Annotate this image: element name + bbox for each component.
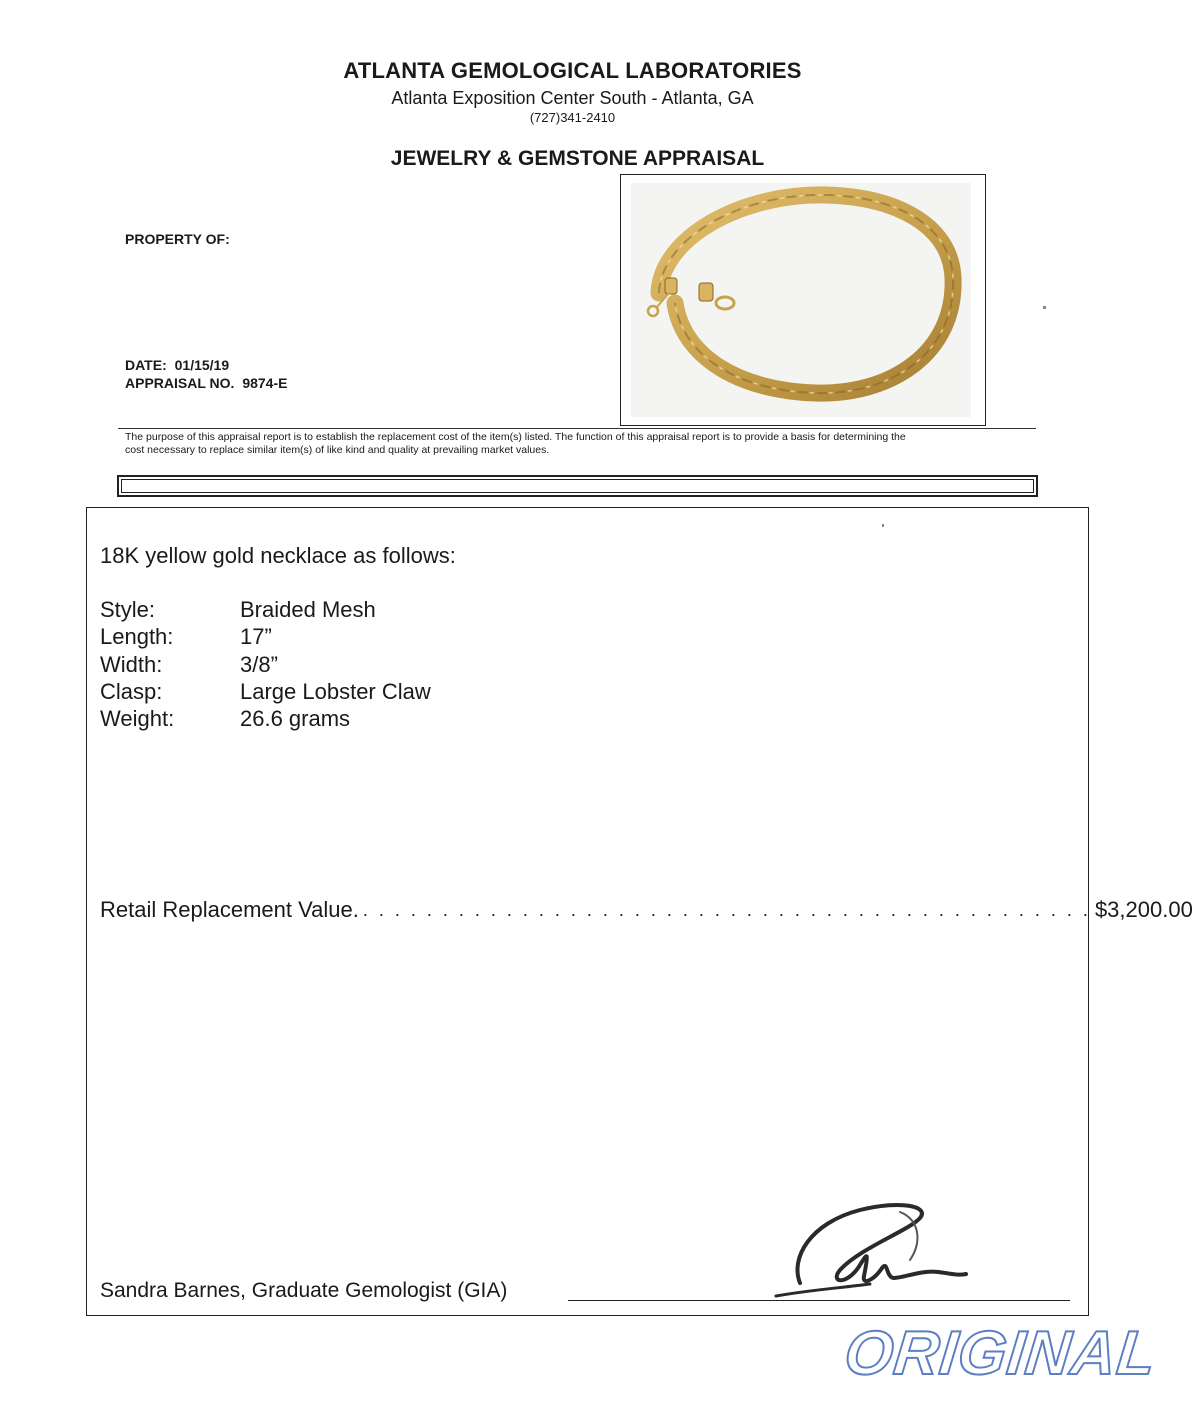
scan-speck (1043, 306, 1046, 309)
purpose-divider (118, 428, 1036, 429)
separator-bar-inner (121, 479, 1034, 493)
leader-dots: . . . . . . . . . . . . . . . . . . . . . . . . . . . . . . . . . . . . . . . . . . . . . . (362, 900, 1091, 920)
necklace-photo (631, 183, 971, 417)
braided-necklace-icon (631, 183, 971, 417)
spec-key: Style: (100, 597, 156, 622)
date-label: DATE: (125, 357, 167, 373)
item-photo-frame (620, 174, 986, 426)
appraisal-number-value: 9874-E (242, 375, 288, 391)
document-title: JEWELRY & GEMSTONE APPRAISAL (390, 147, 765, 170)
spec-value: Braided Mesh (240, 597, 376, 622)
purpose-line-2: cost necessary to replace similar item(s) of like kind and quality at prevailing market values. (125, 444, 550, 456)
spec-value: 3/8” (240, 652, 278, 677)
spec-key: Length: (100, 624, 174, 649)
handwritten-signature (770, 1198, 970, 1308)
lab-address: Atlanta Exposition Center South - Atlanta, GA (391, 88, 754, 108)
original-stamp: ORIGINAL (841, 1319, 1160, 1388)
date-field (125, 357, 229, 373)
spec-key: Weight: (100, 706, 175, 731)
purpose-line-1: The purpose of this appraisal report is to establish the replacement cost of the item(s) listed. The function of this appraisal report is to provide a basis for determining the (125, 431, 906, 443)
spec-key: Width: (100, 652, 163, 677)
scan-speck (882, 524, 884, 527)
lab-phone: (727)341-2410 (529, 110, 616, 125)
separator-bar (117, 475, 1038, 497)
item-intro: 18K yellow gold necklace as follows: (100, 543, 456, 568)
purpose-statement (125, 431, 1035, 457)
replacement-value-amount: $3,200.00 (1094, 897, 1193, 922)
appraisal-number-field (125, 375, 287, 391)
spec-value: 26.6 grams (240, 706, 351, 731)
date-value: 01/15/19 (174, 357, 230, 373)
appraisal-number-label: APPRAISAL NO. (125, 375, 235, 391)
spec-key: Clasp: (100, 679, 163, 704)
replacement-value-line (100, 897, 1193, 923)
spec-value: 17” (240, 624, 272, 649)
appraiser-name: Sandra Barnes, Graduate Gemologist (GIA) (100, 1279, 508, 1302)
spec-value: Large Lobster Claw (240, 679, 431, 704)
property-of-label: PROPERTY OF: (125, 231, 230, 247)
lab-name: ATLANTA GEMOLOGICAL LABORATORIES (343, 58, 802, 83)
replacement-value-label: Retail Replacement Value. (100, 897, 359, 922)
